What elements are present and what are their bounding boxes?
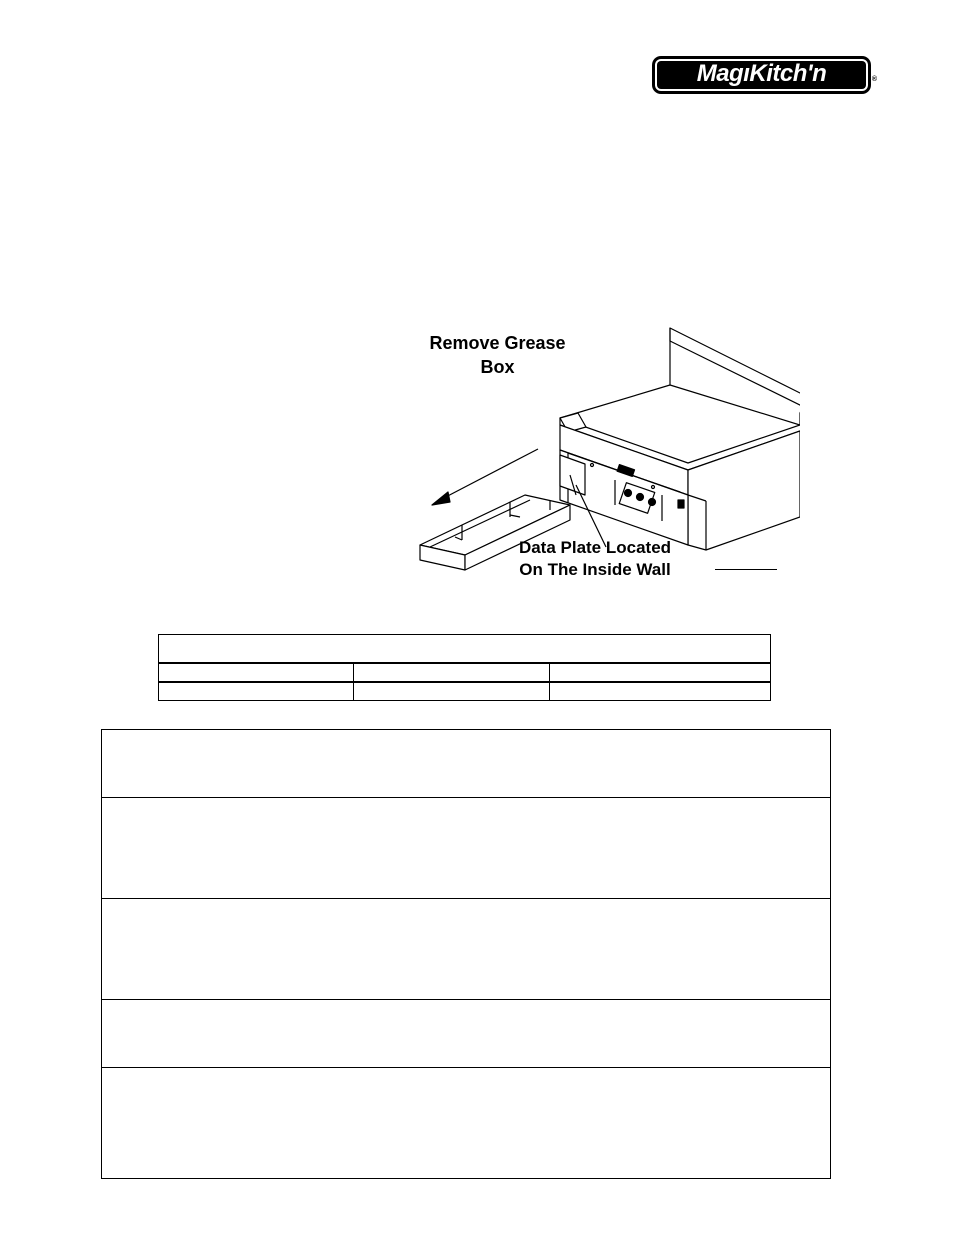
info-box-1 [102,730,830,798]
data-plate-table [158,634,771,701]
table-column-header-2 [354,663,550,682]
data-plate-line1: Data Plate Located [518,538,672,557]
remove-grease-box-line1: Remove Grease [429,333,566,353]
table-column-header-3 [550,663,771,682]
info-box-5 [102,1068,830,1178]
grease-box-figure [410,325,800,590]
table-cell [159,682,354,701]
info-box-2 [102,798,830,899]
logo-text: MagıKitch'n [657,61,866,89]
griddle-unit [560,328,800,550]
logo-frame [655,59,868,91]
brand-logo [652,56,877,94]
info-box-3 [102,899,830,1000]
table-cell [550,682,771,701]
remove-grease-box-line2: Box [480,357,515,377]
table-header-cell [159,635,771,664]
table-cell [354,682,550,701]
remove-grease-box-label [410,331,585,379]
registered-mark: ® [871,76,877,83]
data-plate-label [510,537,680,581]
table-column-header-1 [159,663,354,682]
info-boxes [101,729,831,1179]
figure-rule [715,569,777,570]
info-box-4 [102,1000,830,1068]
data-plate-line2: On The Inside Wall [519,560,671,579]
